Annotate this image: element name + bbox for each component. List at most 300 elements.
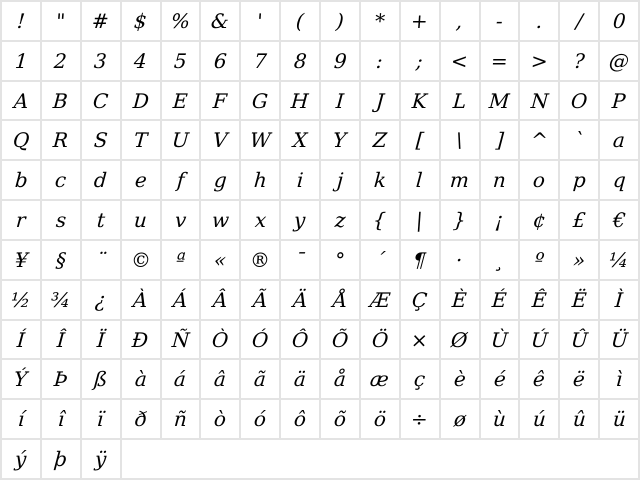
glyph-cell-r9c10: [361, 321, 399, 359]
glyph-cell-r5c2: [42, 161, 80, 199]
glyph: M: [488, 88, 511, 113]
glyph-cell-r7c2: [42, 241, 80, 279]
glyph-cell-r1c12: [441, 2, 479, 40]
glyph: ¯: [294, 247, 306, 272]
glyph-cell-r8c15: [560, 281, 598, 319]
glyph-cell-r1c9: [321, 2, 359, 40]
glyph-cell-r5c3: [82, 161, 120, 199]
glyph-cell-r10c2: [42, 360, 80, 398]
glyph: !: [16, 8, 26, 33]
glyph-cell-r11c12: [441, 400, 479, 438]
glyph: ]: [494, 128, 505, 153]
glyph-cell-r6c8: [281, 201, 319, 239]
glyph-cell-r4c2: [42, 121, 80, 159]
glyph-cell-r3c13: [481, 82, 519, 120]
glyph: Æ: [368, 287, 391, 312]
glyph-cell-r6c15: [560, 201, 598, 239]
glyph: 0: [611, 8, 627, 33]
glyph: ô: [293, 407, 307, 432]
glyph-cell-r7c9: [321, 241, 359, 279]
glyph-cell-r9c3: [82, 321, 120, 359]
glyph: ú: [532, 407, 547, 432]
glyph-cell-r7c10: [361, 241, 399, 279]
empty-cells-area: [122, 440, 638, 478]
glyph: ý: [14, 447, 28, 472]
glyph-cell-r6c1: [2, 201, 40, 239]
glyph: E: [172, 88, 189, 113]
glyph-cell-r11c7: [241, 400, 279, 438]
glyph: e: [133, 168, 148, 193]
glyph-cell-r2c6: [201, 42, 239, 80]
glyph-cell-r3c11: [401, 82, 439, 120]
glyph: ò: [213, 407, 228, 432]
glyph: }: [452, 208, 467, 233]
glyph: S: [92, 128, 109, 153]
glyph-cell-r4c5: [162, 121, 200, 159]
glyph-cell-r11c13: [481, 400, 519, 438]
glyph-cell-r4c12: [441, 121, 479, 159]
glyph: ï: [96, 407, 105, 432]
glyph: ª: [174, 247, 187, 272]
glyph-cell-r9c12: [441, 321, 479, 359]
glyph-cell-r9c8: [281, 321, 319, 359]
glyph: à: [133, 367, 148, 392]
glyph: +: [410, 8, 429, 33]
glyph-cell-r5c8: [281, 161, 319, 199]
glyph: ¿: [94, 287, 107, 312]
glyph: Ó: [251, 327, 270, 352]
glyph: c: [54, 168, 68, 193]
glyph: Ö: [370, 327, 389, 352]
glyph: l: [415, 168, 424, 193]
glyph: º: [533, 247, 545, 272]
glyph: Ë: [571, 287, 588, 312]
glyph-cell-r8c7: [241, 281, 279, 319]
glyph: Ê: [531, 287, 548, 312]
glyph-cell-r4c9: [321, 121, 359, 159]
glyph: b: [13, 168, 29, 193]
glyph: 9: [332, 48, 348, 73]
glyph: i: [296, 168, 305, 193]
glyph-cell-r6c13: [481, 201, 519, 239]
glyph: ©: [129, 247, 152, 272]
glyph: m: [449, 168, 470, 193]
glyph-cell-r7c15: [560, 241, 598, 279]
glyph-cell-r3c12: [441, 82, 479, 120]
glyph-cell-r10c15: [560, 360, 598, 398]
glyph: Q: [11, 128, 30, 153]
glyph: (: [295, 8, 305, 33]
glyph-cell-r4c3: [82, 121, 120, 159]
glyph: Ù: [490, 327, 509, 352]
glyph: k: [372, 168, 387, 193]
glyph-cell-r7c1: [2, 241, 40, 279]
glyph-cell-r6c5: [162, 201, 200, 239]
glyph: Ø: [450, 327, 469, 352]
glyph: î: [56, 407, 65, 432]
glyph-cell-r1c10: [361, 2, 399, 40]
glyph: &: [210, 8, 231, 33]
glyph-cell-r11c5: [162, 400, 200, 438]
glyph: Ò: [211, 327, 230, 352]
glyph: Ü: [609, 327, 629, 352]
glyph: [: [414, 128, 425, 153]
glyph-cell-r6c16: [600, 201, 638, 239]
glyph: Ú: [530, 327, 549, 352]
glyph: ð: [133, 407, 148, 432]
glyph-cell-r1c3: [82, 2, 120, 40]
glyph-cell-r5c16: [600, 161, 638, 199]
glyph-cell-r5c10: [361, 161, 399, 199]
glyph-cell-r8c12: [441, 281, 479, 319]
glyph-cell-r10c9: [321, 360, 359, 398]
glyph-cell-r3c5: [162, 82, 200, 120]
glyph-cell-r4c4: [122, 121, 160, 159]
glyph-cell-r5c11: [401, 161, 439, 199]
glyph: \: [455, 128, 464, 153]
glyph-cell-r1c1: [2, 2, 40, 40]
glyph: Y: [332, 128, 348, 153]
glyph: B: [52, 88, 69, 113]
glyph-cell-r11c9: [321, 400, 359, 438]
glyph: W: [249, 128, 272, 153]
glyph: Â: [212, 287, 229, 312]
glyph: K: [411, 88, 428, 113]
glyph-cell-r7c6: [201, 241, 239, 279]
glyph: Î: [56, 327, 66, 352]
glyph: J: [374, 88, 385, 113]
glyph-cell-r8c2: [42, 281, 80, 319]
glyph: ): [335, 8, 345, 33]
glyph: 8: [292, 48, 308, 73]
glyph: «: [213, 247, 228, 272]
glyph-cell-r10c7: [241, 360, 279, 398]
glyph: 5: [173, 48, 188, 73]
glyph-cell-r9c2: [42, 321, 80, 359]
glyph: Õ: [330, 327, 349, 352]
glyph: á: [173, 367, 188, 392]
glyph: P: [611, 88, 627, 113]
glyph-cell-r11c3: [82, 400, 120, 438]
glyph-cell-r6c7: [241, 201, 279, 239]
glyph: Á: [172, 287, 189, 312]
glyph: û: [571, 407, 587, 432]
glyph-cell-r9c1: [2, 321, 40, 359]
glyph: o: [532, 168, 547, 193]
glyph: ´: [373, 247, 386, 272]
glyph-cell-r3c16: [600, 82, 638, 120]
glyph-cell-r4c14: [520, 121, 558, 159]
glyph-cell-r12c2: [42, 440, 80, 478]
glyph: *: [373, 8, 386, 33]
glyph-cell-r1c16: [600, 2, 638, 40]
glyph-cell-r8c16: [600, 281, 638, 319]
glyph: G: [251, 88, 270, 113]
glyph-cell-r5c1: [2, 161, 40, 199]
glyph-cell-r2c8: [281, 42, 319, 80]
glyph-cell-r4c15: [560, 121, 598, 159]
glyph-cell-r11c10: [361, 400, 399, 438]
glyph: ¼: [608, 247, 630, 272]
glyph-cell-r2c13: [481, 42, 519, 80]
glyph-cell-r3c15: [560, 82, 598, 120]
glyph: æ: [369, 367, 391, 392]
glyph: ;: [415, 48, 424, 73]
glyph: r: [15, 208, 27, 233]
glyph: <: [450, 48, 469, 73]
glyph-cell-r3c3: [82, 82, 120, 120]
glyph: F: [212, 88, 229, 113]
glyph-cell-r9c15: [560, 321, 598, 359]
glyph: Ñ: [170, 327, 191, 352]
glyph: ¡: [494, 208, 505, 233]
glyph: =: [490, 48, 509, 73]
glyph: D: [131, 88, 150, 113]
glyph-cell-r3c9: [321, 82, 359, 120]
glyph: §: [54, 247, 67, 272]
glyph-cell-r7c3: [82, 241, 120, 279]
glyph: v: [173, 208, 187, 233]
glyph-cell-r8c14: [520, 281, 558, 319]
glyph: p: [571, 168, 587, 193]
glyph: O: [570, 88, 589, 113]
glyph: ù: [492, 407, 507, 432]
glyph-cell-r7c4: [122, 241, 160, 279]
glyph: 2: [53, 48, 69, 73]
glyph: ^: [530, 128, 549, 153]
glyph: »: [572, 247, 587, 272]
glyph: å: [333, 367, 347, 392]
glyph: ÿ: [94, 447, 108, 472]
glyph: €: [611, 208, 627, 233]
glyph-cell-r6c3: [82, 201, 120, 239]
glyph-cell-r1c2: [42, 2, 80, 40]
glyph: X: [292, 128, 309, 153]
glyph-cell-r4c10: [361, 121, 399, 159]
glyph-cell-r10c3: [82, 360, 120, 398]
glyph: é: [492, 367, 507, 392]
glyph-cell-r1c14: [520, 2, 558, 40]
glyph-cell-r6c2: [42, 201, 80, 239]
glyph: Ô: [291, 327, 310, 352]
glyph: .: [535, 8, 544, 33]
glyph: ¶: [412, 247, 427, 272]
glyph-cell-r7c14: [520, 241, 558, 279]
glyph-cell-r8c6: [201, 281, 239, 319]
glyph: É: [491, 287, 508, 312]
glyph-cell-r3c14: [520, 82, 558, 120]
glyph-cell-r10c12: [441, 360, 479, 398]
glyph: U: [171, 128, 190, 153]
glyph-cell-r9c14: [520, 321, 558, 359]
glyph: ö: [372, 407, 387, 432]
glyph: ¸: [493, 247, 506, 272]
glyph-cell-r10c10: [361, 360, 399, 398]
glyph: Û: [569, 327, 589, 352]
glyph: Ï: [95, 327, 106, 352]
glyph-cell-r2c10: [361, 42, 399, 80]
glyph: $: [133, 8, 148, 33]
glyph-cell-r10c11: [401, 360, 439, 398]
glyph: è: [452, 367, 467, 392]
glyph: :: [375, 48, 385, 73]
glyph: q: [611, 168, 627, 193]
glyph-cell-r7c5: [162, 241, 200, 279]
glyph: ': [256, 8, 264, 33]
glyph: ®: [249, 247, 272, 272]
glyph: A: [12, 88, 29, 113]
glyph-cell-r7c7: [241, 241, 279, 279]
glyph: ø: [452, 407, 467, 432]
glyph-cell-r2c14: [520, 42, 558, 80]
glyph-cell-r11c14: [520, 400, 558, 438]
glyph: h: [252, 168, 268, 193]
glyph: n: [492, 168, 507, 193]
glyph: Ç: [411, 287, 429, 312]
glyph: C: [92, 88, 110, 113]
glyph-cell-r9c13: [481, 321, 519, 359]
glyph-cell-r10c13: [481, 360, 519, 398]
glyph-cell-r9c11: [401, 321, 439, 359]
glyph-cell-r6c14: [520, 201, 558, 239]
glyph-cell-r5c15: [560, 161, 598, 199]
glyph-cell-r10c4: [122, 360, 160, 398]
glyph-cell-r5c7: [241, 161, 279, 199]
glyph: ä: [293, 367, 307, 392]
glyph-cell-r6c4: [122, 201, 160, 239]
glyph-cell-r10c6: [201, 360, 239, 398]
glyph: ¥: [13, 247, 29, 272]
glyph: R: [52, 128, 70, 153]
glyph: ,: [455, 8, 464, 33]
glyph: Å: [331, 287, 348, 312]
glyph: Ì: [614, 287, 624, 312]
glyph: /: [574, 8, 584, 33]
glyph-cell-r9c16: [600, 321, 638, 359]
glyph: @: [608, 48, 630, 73]
glyph: #: [91, 8, 110, 33]
glyph: N: [529, 88, 549, 113]
glyph-cell-r2c3: [82, 42, 120, 80]
glyph-cell-r8c13: [481, 281, 519, 319]
glyph-cell-r8c9: [321, 281, 359, 319]
glyph-cell-r3c10: [361, 82, 399, 120]
glyph-cell-r1c8: [281, 2, 319, 40]
glyph: t: [95, 208, 106, 233]
glyph: H: [290, 88, 310, 113]
glyph: w: [210, 208, 230, 233]
glyph-cell-r3c6: [201, 82, 239, 120]
glyph: ß: [93, 367, 109, 392]
glyph-cell-r9c6: [201, 321, 239, 359]
glyph-cell-r7c13: [481, 241, 519, 279]
glyph: >: [530, 48, 549, 73]
glyph: d: [93, 168, 108, 193]
glyph: j: [335, 168, 344, 193]
glyph-cell-r7c16: [600, 241, 638, 279]
glyph-cell-r3c2: [42, 82, 80, 120]
glyph-cell-r3c8: [281, 82, 319, 120]
glyph-cell-r8c11: [401, 281, 439, 319]
glyph-cell-r4c11: [401, 121, 439, 159]
glyph: V: [212, 128, 229, 153]
glyph-cell-r2c12: [441, 42, 479, 80]
glyph: Ä: [291, 287, 309, 312]
glyph: y: [293, 208, 307, 233]
glyph-cell-r8c4: [122, 281, 160, 319]
glyph-cell-r11c8: [281, 400, 319, 438]
glyph-cell-r2c5: [162, 42, 200, 80]
glyph-cell-r5c5: [162, 161, 200, 199]
glyph-cell-r11c16: [600, 400, 638, 438]
glyph: 1: [13, 48, 29, 73]
glyph-cell-r1c13: [481, 2, 519, 40]
glyph-cell-r5c12: [441, 161, 479, 199]
glyph-cell-r2c7: [241, 42, 279, 80]
glyph: T: [133, 128, 149, 153]
glyph-cell-r4c1: [2, 121, 40, 159]
glyph-cell-r3c1: [2, 82, 40, 120]
glyph-cell-r10c8: [281, 360, 319, 398]
glyph: ë: [572, 367, 586, 392]
glyph-cell-r8c8: [281, 281, 319, 319]
glyph-cell-r2c11: [401, 42, 439, 80]
glyph-cell-r12c1: [2, 440, 40, 478]
glyph-cell-r4c7: [241, 121, 279, 159]
glyph: Í: [16, 327, 26, 352]
glyph: Ð: [131, 327, 150, 352]
glyph-cell-r12c3: [82, 440, 120, 478]
glyph: 7: [252, 48, 268, 73]
glyph: `: [573, 128, 586, 153]
glyph-cell-r6c10: [361, 201, 399, 239]
glyph-cell-r6c11: [401, 201, 439, 239]
glyph-cell-r2c9: [321, 42, 359, 80]
glyph-cell-r4c6: [201, 121, 239, 159]
glyph: L: [452, 88, 468, 113]
glyph-cell-r8c3: [82, 281, 120, 319]
glyph: %: [170, 8, 191, 33]
glyph-cell-r1c6: [201, 2, 239, 40]
glyph-cell-r2c4: [122, 42, 160, 80]
glyph: ¾: [50, 287, 72, 312]
glyph-cell-r9c7: [241, 321, 279, 359]
glyph: 4: [133, 48, 148, 73]
glyph-cell-r8c1: [2, 281, 40, 319]
glyph-cell-r2c2: [42, 42, 80, 80]
glyph-cell-r5c14: [520, 161, 558, 199]
glyph: ê: [532, 367, 547, 392]
glyph-cell-r2c16: [600, 42, 638, 80]
glyph: g: [213, 168, 228, 193]
glyph: 3: [93, 48, 108, 73]
glyph: f: [175, 168, 185, 193]
glyph: ?: [572, 48, 586, 73]
glyph: í: [16, 407, 25, 432]
glyph-cell-r1c11: [401, 2, 439, 40]
glyph: 6: [213, 48, 228, 73]
glyph: z: [333, 208, 347, 233]
glyph: þ: [53, 447, 69, 472]
glyph-cell-r1c7: [241, 2, 279, 40]
glyph-cell-r9c5: [162, 321, 200, 359]
glyph: Ý: [13, 367, 29, 392]
glyph: {: [372, 208, 388, 233]
glyph: °: [334, 247, 346, 272]
glyph-cell-r11c1: [2, 400, 40, 438]
glyph-cell-r6c6: [201, 201, 239, 239]
glyph: £: [571, 208, 587, 233]
